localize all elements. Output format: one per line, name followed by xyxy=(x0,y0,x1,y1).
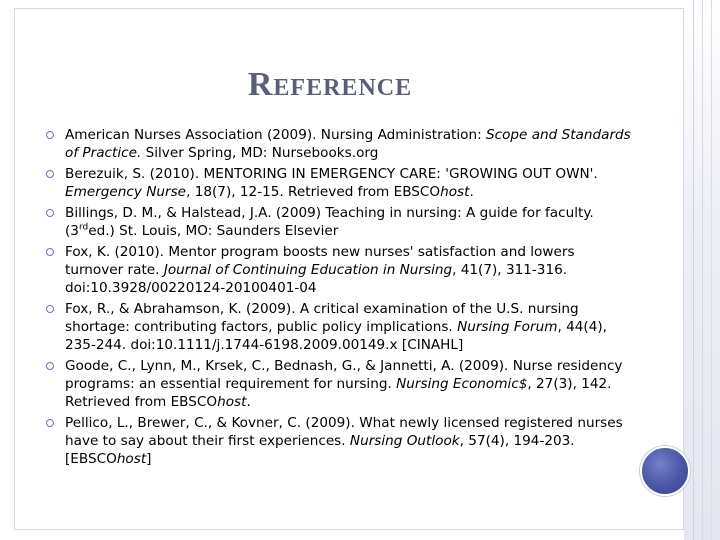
decorative-circle xyxy=(640,446,690,496)
reference-text: Billings, D. M., & Halstead, J.A. (2009) Teaching in nursing: A guide for faculty. (3 xyxy=(65,205,594,239)
bullet-circle-icon xyxy=(46,305,54,313)
reference-item xyxy=(44,243,634,297)
reference-italic-text: Nursing Outlook xyxy=(349,433,460,449)
bullet-circle-icon xyxy=(46,209,54,217)
reference-text: American Nurses Association (2009). Nursing Administration: xyxy=(65,127,486,143)
reference-italic-text: Nursing Forum xyxy=(457,319,558,335)
bullet-circle-icon xyxy=(46,170,54,178)
bullet-circle-icon xyxy=(46,362,54,370)
reference-item xyxy=(44,126,634,162)
reference-text: ed.) St. Louis, MO: Saunders Elsevier xyxy=(88,223,339,239)
reference-text: Fox, R., & Abrahamson, K. (2009). A critical examination of the U.S. nursing shortage: contributing factors, public policy implications. xyxy=(65,301,579,335)
reference-italic-text: Scope and Standards of Practice. xyxy=(65,127,631,161)
reference-text: , 27(3), 142. Retrieved from EBSCO xyxy=(65,376,612,410)
reference-item xyxy=(44,204,634,240)
reference-item xyxy=(44,357,634,411)
bullet-circle-icon xyxy=(46,248,54,256)
reference-italic-text: host xyxy=(440,184,470,200)
reference-italic-text: host xyxy=(217,394,247,410)
reference-italic-text: Emergency Nurse xyxy=(65,184,187,200)
reference-text: Silver Spring, MD: Nursebooks.org xyxy=(141,145,379,161)
reference-list xyxy=(44,126,634,471)
reference-text: Goode, C., Lynn, M., Krsek, C., Bednash, G., & Jannetti, A. (2009). Nurse residency programs: an essential requirement for nursing. xyxy=(65,358,623,392)
reference-italic-text: host xyxy=(116,451,147,467)
bullet-circle-icon xyxy=(46,131,54,139)
reference-text: , 44(4), 235-244. doi:10.1111/j.1744-6198.2009.00149.x [CINAHL] xyxy=(65,319,607,353)
side-decoration-line xyxy=(693,0,694,540)
reference-item xyxy=(44,414,634,468)
side-decoration-line xyxy=(702,0,703,540)
reference-item xyxy=(44,300,634,354)
reference-text: . xyxy=(469,184,474,200)
bullet-circle-icon xyxy=(46,419,54,427)
slide-title: Reference xyxy=(247,66,413,103)
reference-text: Fox, K. (2010). Mentor program boosts new nurses' satisfaction and lowers turnover rate. xyxy=(65,244,575,278)
reference-italic-text: Journal of Continuing Education in Nursing xyxy=(163,262,453,278)
reference-italic-text: Nursing Economic$ xyxy=(396,376,528,392)
reference-text: ] xyxy=(146,451,152,467)
reference-text: , 57(4), 194-203. [EBSCO xyxy=(65,433,575,467)
reference-item xyxy=(44,165,634,201)
reference-text: , 41(7), 311-316. doi:10.3928/00220124-20100401-04 xyxy=(65,262,568,296)
reference-text: rd xyxy=(78,222,89,233)
reference-text: Pellico, L., Brewer, C., & Kovner, C. (2009). What newly licensed registered nurses have to say about their first experiences. xyxy=(65,415,623,449)
reference-text: , 18(7), 12-15. Retrieved from EBSCO xyxy=(186,184,441,200)
reference-text: . xyxy=(246,394,251,410)
reference-text: Berezuik, S. (2010). MENTORING IN EMERGENCY CARE: 'GROWING OUT OWN'. xyxy=(65,166,598,182)
side-decoration-line xyxy=(711,0,712,540)
